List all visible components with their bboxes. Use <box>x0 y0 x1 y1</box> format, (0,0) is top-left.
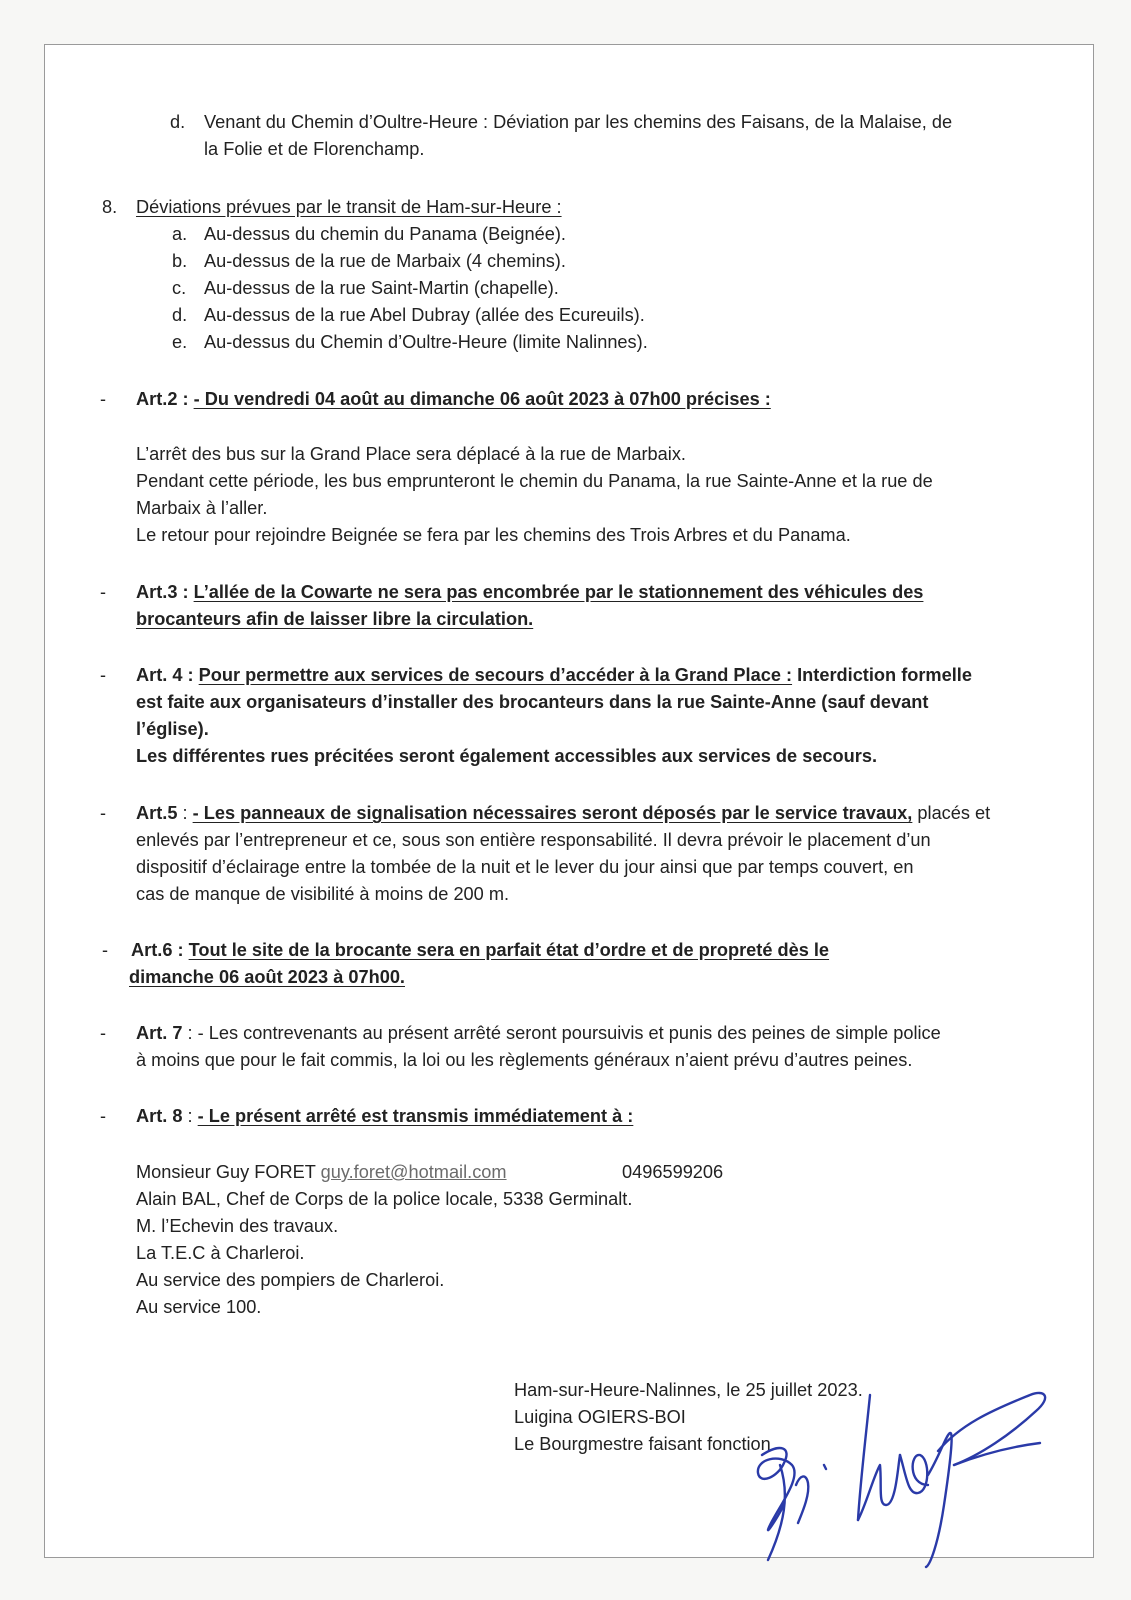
article-text: Interdiction formelle <box>792 665 972 685</box>
paragraph-line: Les différentes rues précitées seront également accessibles aux services de secours. <box>136 746 878 766</box>
recipient-line: Alain BAL, Chef de Corps de la police locale, 5338 Germinalt. <box>136 1189 633 1209</box>
article-title: Pour permettre aux services de secours d’accéder à la Grand Place : <box>198 665 793 685</box>
article-heading <box>136 579 923 606</box>
list-item-letter: c. <box>172 278 187 298</box>
recipient-phone: 0496599206 <box>622 1162 724 1182</box>
article-title: - Le présent arrêté est transmis immédiatement à : <box>197 1106 634 1126</box>
bullet-dash: - <box>100 803 106 823</box>
list-item-letter: b. <box>172 251 188 271</box>
list-item-text: Au-dessus du Chemin d’Oultre-Heure (limite Nalinnes). <box>204 332 648 352</box>
paragraph-line: l’église). <box>136 719 209 739</box>
bullet-dash: - <box>100 1023 106 1043</box>
article-text: placés et <box>912 803 991 823</box>
list-item-letter: e. <box>172 332 188 352</box>
list-item-letter: d. <box>172 305 188 325</box>
recipient-name: Monsieur Guy FORET <box>136 1162 321 1182</box>
paragraph-line: Pendant cette période, les bus emprunteront le chemin du Panama, la rue Sainte-Anne et la rue de <box>136 471 933 491</box>
article-title-cont: dimanche 06 août 2023 à 07h00. <box>129 967 405 987</box>
section-heading: Déviations prévues par le transit de Ham-sur-Heure : <box>136 197 562 217</box>
signatory-title: Le Bourgmestre faisant fonction <box>514 1434 771 1454</box>
article-title: - Les panneaux de signalisation nécessaires seront déposés par le service travaux, <box>192 803 913 823</box>
article-label: Art.5 <box>136 803 178 823</box>
article-label: Art.6 : <box>131 940 189 960</box>
recipient-line: La T.E.C à Charleroi. <box>136 1243 305 1263</box>
recipient-line <box>136 1159 507 1186</box>
paragraph-line: est faite aux organisateurs d’installer des brocanteurs dans la rue Sainte-Anne (sauf devant <box>136 692 929 712</box>
article-label: Art.2 : <box>136 389 194 409</box>
section-number: 8. <box>102 197 118 217</box>
email-link[interactable]: guy.foret@hotmail.com <box>320 1162 507 1182</box>
article-heading <box>136 1020 941 1047</box>
list-item-text: Venant du Chemin d’Oultre-Heure : Déviation par les chemins des Faisans, de la Malaise, de <box>204 112 953 132</box>
list-item-text: la Folie et de Florenchamp. <box>204 139 425 159</box>
place-date: Ham-sur-Heure-Nalinnes, le 25 juillet 2023. <box>514 1380 863 1400</box>
article-title: - Du vendredi 04 août au dimanche 06 août 2023 à 07h00 précises : <box>193 389 771 409</box>
article-heading <box>136 662 972 689</box>
article-label: Art. 7 <box>136 1023 183 1043</box>
bullet-dash: - <box>100 582 106 602</box>
paragraph-line: dispositif d’éclairage entre la tombée de la nuit et le lever du jour ainsi que par temps couvert, en <box>136 857 914 877</box>
article-label: Art. 8 <box>136 1106 183 1126</box>
article-colon: : <box>177 803 193 823</box>
paragraph-line: cas de manque de visibilité à moins de 200 m. <box>136 884 510 904</box>
article-heading <box>136 800 990 827</box>
recipient-line: Au service des pompiers de Charleroi. <box>136 1270 445 1290</box>
article-text: : - Les contrevenants au présent arrêté seront poursuivis et punis des peines de simple police <box>182 1023 941 1043</box>
article-title-cont: brocanteurs afin de laisser libre la circulation. <box>136 609 534 629</box>
bullet-dash: - <box>100 389 106 409</box>
recipient-line: Au service 100. <box>136 1297 262 1317</box>
paragraph-line: Marbaix à l’aller. <box>136 498 268 518</box>
bullet-dash: - <box>100 1106 106 1126</box>
article-heading <box>136 386 771 413</box>
bullet-dash: - <box>100 665 106 685</box>
bullet-dash: - <box>102 940 108 960</box>
signatory-name: Luigina OGIERS-BOI <box>514 1407 686 1427</box>
article-title: L’allée de la Cowarte ne sera pas encombrée par le stationnement des véhicules des <box>193 582 924 602</box>
list-item-text: Au-dessus du chemin du Panama (Beignée). <box>204 224 566 244</box>
paragraph-line: à moins que pour le fait commis, la loi ou les règlements généraux n’aient prévu d’autres peines. <box>136 1050 913 1070</box>
list-item-text: Au-dessus de la rue Saint-Martin (chapelle). <box>204 278 559 298</box>
article-label: Art.3 : <box>136 582 194 602</box>
article-colon: : <box>182 1106 198 1126</box>
list-item-text: Au-dessus de la rue Abel Dubray (allée des Ecureuils). <box>204 305 645 325</box>
paragraph-line: L’arrêt des bus sur la Grand Place sera déplacé à la rue de Marbaix. <box>136 444 686 464</box>
paragraph-line: Le retour pour rejoindre Beignée se fera par les chemins des Trois Arbres et du Panama. <box>136 525 851 545</box>
paragraph-line: enlevés par l’entrepreneur et ce, sous son entière responsabilité. Il devra prévoir le placement d’un <box>136 830 931 850</box>
list-item-letter: a. <box>172 224 188 244</box>
handwritten-signature <box>740 1355 1070 1575</box>
list-item-text: Au-dessus de la rue de Marbaix (4 chemins). <box>204 251 566 271</box>
article-title: Tout le site de la brocante sera en parfait état d’ordre et de propreté dès le <box>188 940 830 960</box>
article-heading <box>131 937 829 964</box>
article-label: Art. 4 : <box>136 665 199 685</box>
recipient-line: M. l’Echevin des travaux. <box>136 1216 339 1236</box>
article-heading <box>136 1103 633 1130</box>
list-item-letter: d. <box>170 112 186 132</box>
